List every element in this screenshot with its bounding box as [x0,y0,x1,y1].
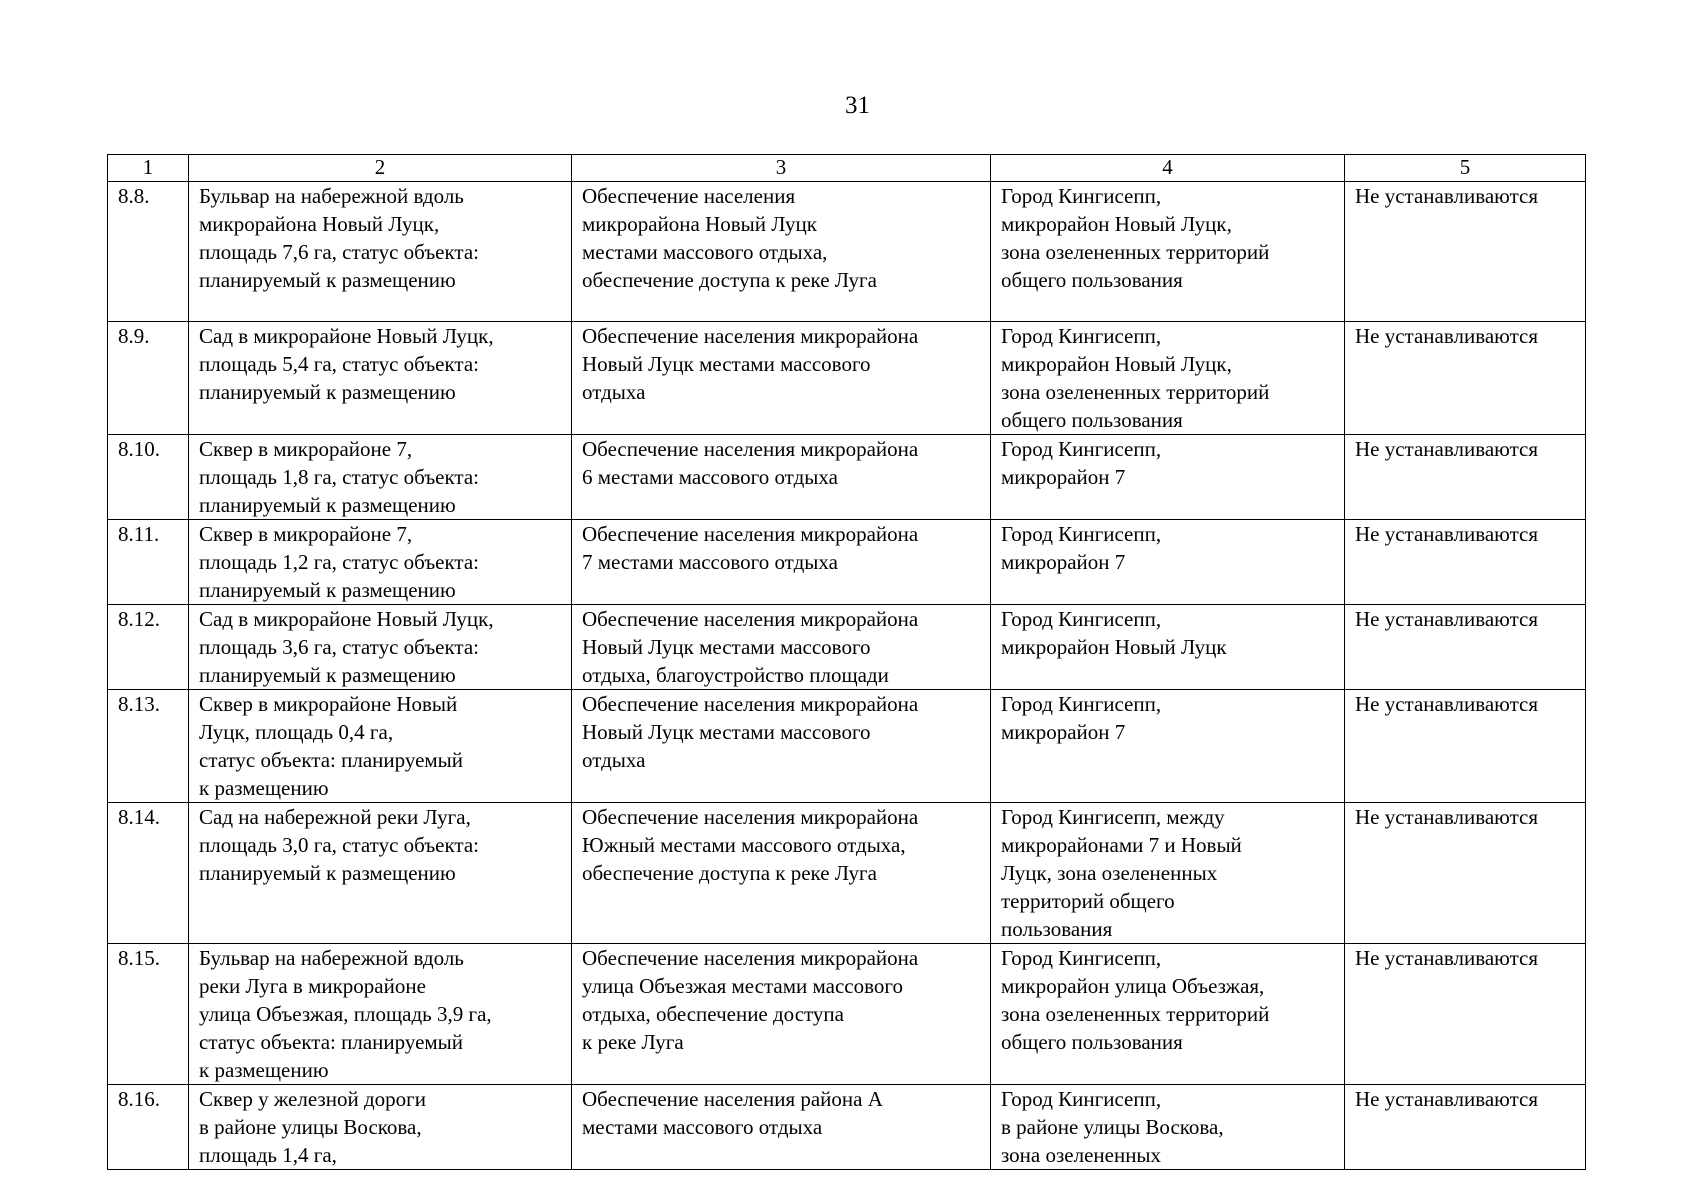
table-row [108,182,1586,322]
table-row [108,435,1586,520]
object-description: Сквер в микрорайоне 7, площадь 1,2 га, статус объекта: планируемый к размещению [189,520,572,605]
objects-table [107,154,1586,1170]
row-number: 8.8. [108,182,189,322]
object-purpose: Обеспечение населения района А местами массового отдыха [572,1085,991,1170]
row-number: 8.13. [108,690,189,803]
row-number: 8.14. [108,803,189,944]
object-purpose: Обеспечение населения микрорайона улица Объезжая местами массового отдыха, обеспечение доступа к реке Луга [572,944,991,1085]
object-description: Бульвар на набережной вдоль реки Луга в микрорайоне улица Объезжая, площадь 3,9 га, статус объекта: планируемый к размещению [189,944,572,1085]
restricted-zones: Не устанавливаются [1345,803,1586,944]
column-header: 3 [572,155,991,182]
object-purpose: Обеспечение населения микрорайона Новый Луцк местами массового отдыха, обеспечение доступа к реке Луга [572,182,991,322]
table-row [108,690,1586,803]
object-purpose: Обеспечение населения микрорайона Новый Луцк местами массового отдыха [572,690,991,803]
object-description: Сквер в микрорайоне Новый Луцк, площадь 0,4 га, статус объекта: планируемый к размещению [189,690,572,803]
restricted-zones: Не устанавливаются [1345,690,1586,803]
column-header: 5 [1345,155,1586,182]
object-location: Город Кингисепп, микрорайон улица Объезжая, зона озелененных территорий общего пользования [991,944,1345,1085]
object-description: Сад в микрорайоне Новый Луцк, площадь 3,6 га, статус объекта: планируемый к размещению [189,605,572,690]
object-description: Сквер у железной дороги в районе улицы Воскова, площадь 1,4 га, [189,1085,572,1170]
restricted-zones: Не устанавливаются [1345,1085,1586,1170]
object-description: Сад в микрорайоне Новый Луцк, площадь 5,4 га, статус объекта: планируемый к размещению [189,322,572,435]
column-header: 2 [189,155,572,182]
restricted-zones: Не устанавливаются [1345,520,1586,605]
page-number: 31 [845,92,870,119]
table-row [108,605,1586,690]
column-header: 4 [991,155,1345,182]
table-row [108,520,1586,605]
object-description: Сад на набережной реки Луга, площадь 3,0 га, статус объекта: планируемый к размещению [189,803,572,944]
object-description: Бульвар на набережной вдоль микрорайона Новый Луцк, площадь 7,6 га, статус объекта: планируемый к размещению [189,182,572,322]
row-number: 8.9. [108,322,189,435]
row-number: 8.12. [108,605,189,690]
table-row [108,803,1586,944]
object-purpose: Обеспечение населения микрорайона 7 местами массового отдыха [572,520,991,605]
row-number: 8.15. [108,944,189,1085]
restricted-zones: Не устанавливаются [1345,944,1586,1085]
object-purpose: Обеспечение населения микрорайона 6 местами массового отдыха [572,435,991,520]
object-location: Город Кингисепп, микрорайон 7 [991,690,1345,803]
object-purpose: Обеспечение населения микрорайона Новый Луцк местами массового отдыха [572,322,991,435]
table-header-row [108,155,1586,182]
column-header: 1 [108,155,189,182]
object-location: Город Кингисепп, микрорайон 7 [991,435,1345,520]
object-location: Город Кингисепп, между микрорайонами 7 и Новый Луцк, зона озелененных территорий общего пользования [991,803,1345,944]
table-row [108,944,1586,1085]
object-purpose: Обеспечение населения микрорайона Новый Луцк местами массового отдыха, благоустройство площади [572,605,991,690]
table-row [108,1085,1586,1170]
restricted-zones: Не устанавливаются [1345,605,1586,690]
row-number: 8.10. [108,435,189,520]
restricted-zones: Не устанавливаются [1345,182,1586,322]
object-location: Город Кингисепп, микрорайон Новый Луцк, зона озелененных территорий общего пользования [991,322,1345,435]
restricted-zones: Не устанавливаются [1345,322,1586,435]
row-number: 8.11. [108,520,189,605]
object-purpose: Обеспечение населения микрорайона Южный местами массового отдыха, обеспечение доступа к реке Луга [572,803,991,944]
object-description: Сквер в микрорайоне 7, площадь 1,8 га, статус объекта: планируемый к размещению [189,435,572,520]
object-location: Город Кингисепп, микрорайон 7 [991,520,1345,605]
table-row [108,322,1586,435]
object-location: Город Кингисепп, микрорайон Новый Луцк, зона озелененных территорий общего пользования [991,182,1345,322]
object-location: Город Кингисепп, микрорайон Новый Луцк [991,605,1345,690]
object-location: Город Кингисепп, в районе улицы Воскова, зона озелененных [991,1085,1345,1170]
row-number: 8.16. [108,1085,189,1170]
restricted-zones: Не устанавливаются [1345,435,1586,520]
